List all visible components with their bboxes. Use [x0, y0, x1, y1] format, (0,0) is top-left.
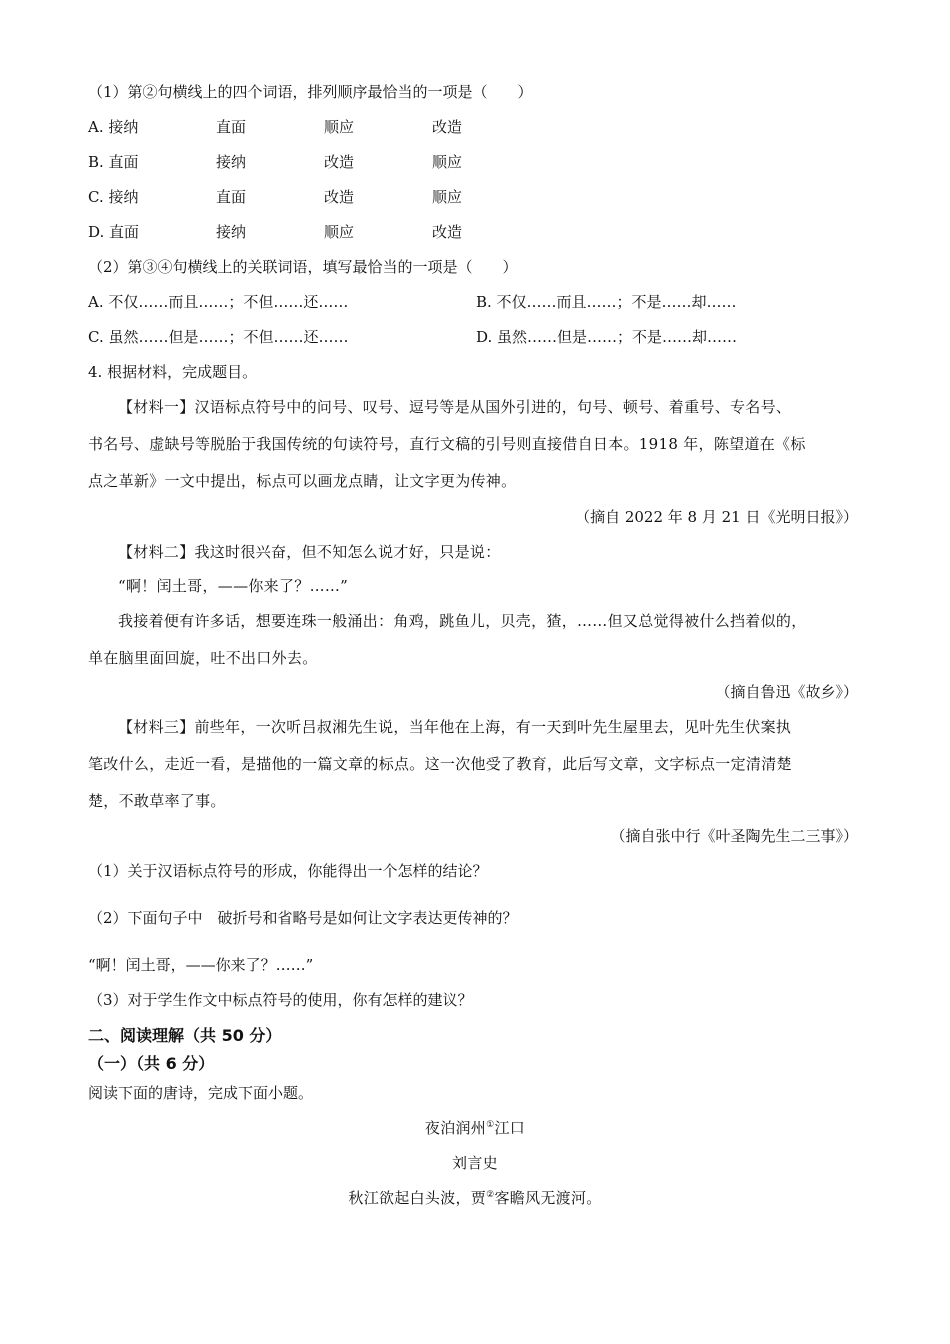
material3-line3: 楚，不敢草率了事。	[88, 792, 226, 810]
q3-option-c-w3: 改造	[324, 188, 355, 206]
q3-option-a-w2: 直面	[216, 118, 247, 136]
q4-sub3: （3）对于学生作文中标点符号的使用，你有怎样的建议？	[88, 991, 473, 1009]
material2-line3: 我接着便有许多话，想要连珠一般涌出：角鸡，跳鱼儿，贝壳，猹，……但又总觉得被什么挡着似的，	[118, 612, 807, 630]
poem-title	[0, 1118, 950, 1138]
q3-sub2-option-c: C. 虽然……但是……；不但……还……	[88, 328, 349, 346]
q3-option-b-w2: 接纳	[216, 153, 247, 171]
poem-line1-footnote: ②	[486, 1190, 495, 1200]
q3-sub2: （2）第③④句横线上的关联词语，填写最恰当的一项是（ ）	[88, 258, 518, 276]
material3-line1: 【材料三】前些年，一次听吕叔湘先生说，当年他在上海，有一天到叶先生屋里去，见叶先生伏案执	[118, 718, 792, 736]
material1-line2: 书名号、虚缺号等脱胎于我国传统的句读符号，直行文稿的引号则直接借自日本。1918 年，陈望道在《标	[88, 435, 806, 453]
q3-sub2-option-b: B. 不仅……而且……；不是……却……	[476, 293, 737, 311]
q3-option-d-w4: 改造	[432, 223, 463, 241]
q4-title: 4. 根据材料，完成题目。	[88, 363, 258, 381]
q3-sub2-option-a: A. 不仅……而且……；不但……还……	[88, 293, 349, 311]
q3-option-b: B. 直面	[88, 153, 139, 171]
poem-title-footnote: ①	[486, 1120, 495, 1130]
q4-sub2: （2）下面句子中 破折号和省略号是如何让文字表达更传神的？	[88, 909, 518, 927]
q4-sub2-quote: “啊！闰土哥，——你来了？……”	[88, 956, 314, 974]
section2-heading: 二、阅读理解（共 50 分）	[88, 1026, 282, 1045]
poem-title-part2: 江口	[494, 1119, 526, 1137]
material2-source: （摘自鲁迅《故乡》）	[715, 683, 858, 701]
material2-line2: “啊！闰土哥，——你来了？……”	[118, 577, 349, 595]
q3-option-c: C. 接纳	[88, 188, 139, 206]
section2-intro: 阅读下面的唐诗，完成下面小题。	[88, 1084, 314, 1102]
material2-line4: 单在脑里面回旋，吐不出口外去。	[88, 649, 318, 667]
q3-sub2-option-d: D. 虽然……但是……；不是……却……	[476, 328, 738, 346]
material1-line1: 【材料一】汉语标点符号中的问号、叹号、逗号等是从国外引进的，句号、顿号、着重号、专名号、	[118, 398, 792, 416]
material3-source: （摘自张中行《叶圣陶先生二三事》）	[610, 827, 858, 845]
q3-option-a-w3: 顺应	[324, 118, 355, 136]
material2-line1: 【材料二】我这时很兴奋，但不知怎么说才好，只是说：	[118, 543, 501, 561]
material1-line3: 点之革新》一文中提出，标点可以画龙点睛，让文字更为传神。	[88, 472, 517, 490]
q3-option-d-w2: 接纳	[216, 223, 247, 241]
q3-option-c-w4: 顺应	[432, 188, 463, 206]
material1-source: （摘自 2022 年 8 月 21 日《光明日报》）	[575, 508, 858, 526]
poem-line1-part2: 客瞻风无渡河。	[494, 1189, 602, 1207]
q3-option-d-w3: 顺应	[324, 223, 355, 241]
q3-option-b-w3: 改造	[324, 153, 355, 171]
section2-part1-heading: （一）（共 6 分）	[88, 1054, 215, 1073]
material3-line2: 笔改什么，走近一看，是描他的一篇文章的标点。这一次他受了教育，此后写文章，文字标点一定清清楚	[88, 755, 792, 773]
q3-option-d: D. 直面	[88, 223, 140, 241]
q4-sub1: （1）关于汉语标点符号的形成，你能得出一个怎样的结论？	[88, 862, 488, 880]
q3-option-a-w4: 改造	[432, 118, 463, 136]
poem-line1	[0, 1188, 950, 1208]
q3-option-c-w2: 直面	[216, 188, 247, 206]
q3-sub1: （1）第②句横线上的四个词语，排列顺序最恰当的一项是（ ）	[88, 83, 533, 101]
q3-option-a: A. 接纳	[88, 118, 139, 136]
q3-option-b-w4: 顺应	[432, 153, 463, 171]
poem-author: 刘言史	[452, 1154, 498, 1172]
poem-title-part1: 夜泊润州	[424, 1119, 487, 1137]
poem-line1-part1: 秋江欲起白头波，贾	[348, 1189, 487, 1207]
